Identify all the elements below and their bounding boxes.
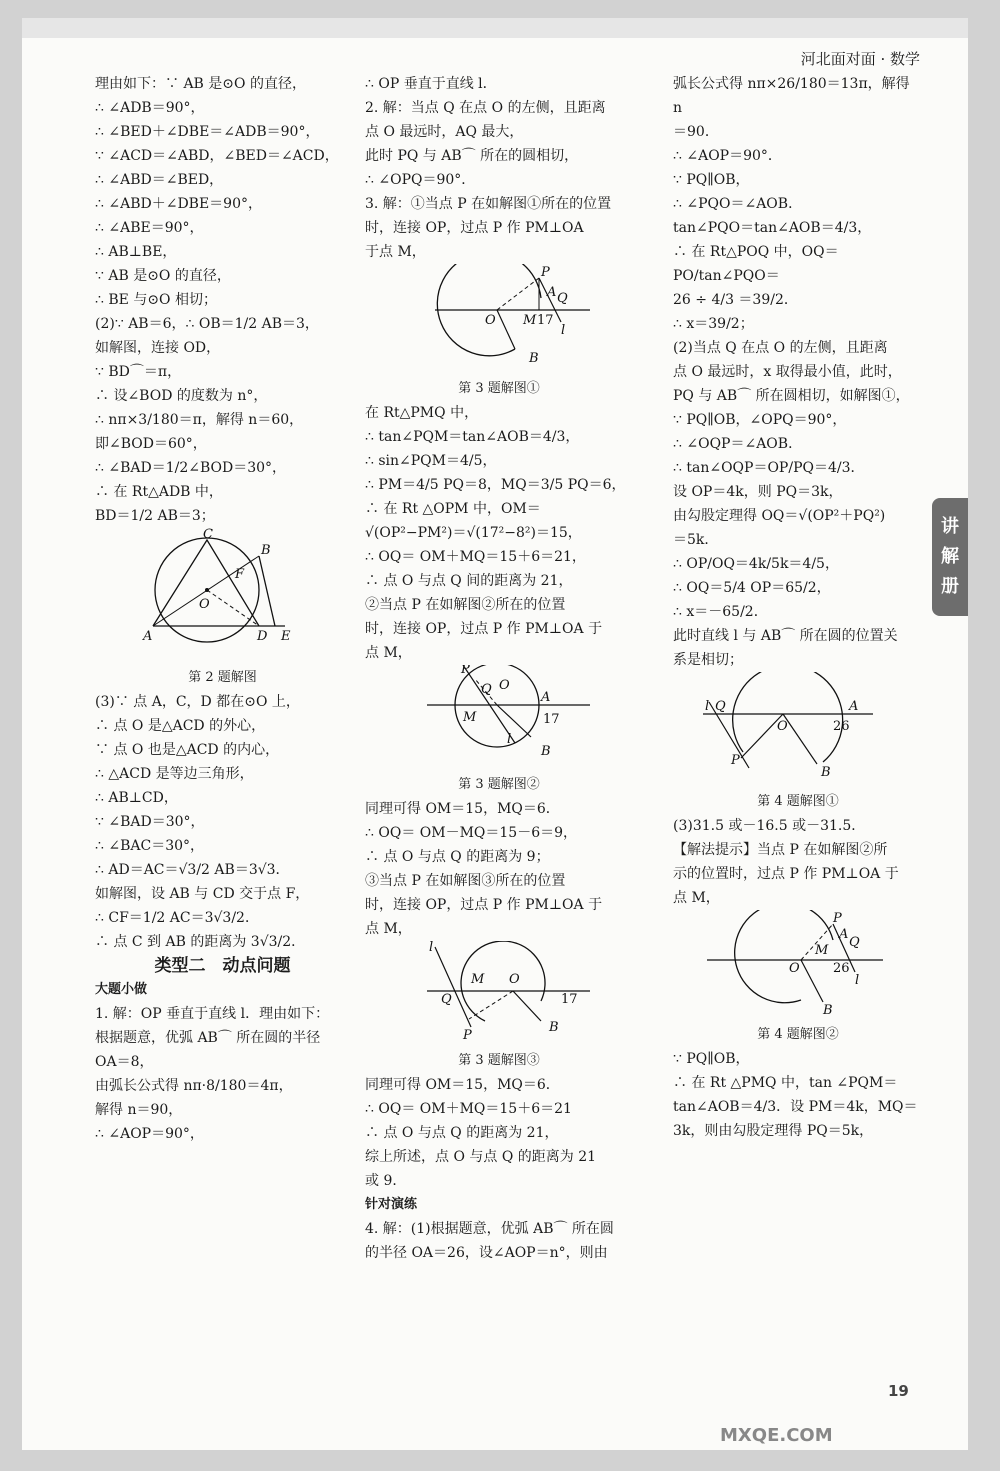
text-line: ∴ ∠PQO＝∠AOB． xyxy=(673,196,803,212)
svg-text:B: B xyxy=(541,744,551,759)
side-tab-char: 解 xyxy=(941,546,959,567)
text-line: ∴ OQ＝ OM＋MQ＝15＋6＝21， xyxy=(365,549,586,565)
svg-text:l: l xyxy=(855,973,860,988)
svg-text:l: l xyxy=(561,323,566,338)
fig-problem2 xyxy=(95,528,350,658)
col3-block-c xyxy=(673,1047,923,1143)
text-line: ∴ OP 垂直于直线 l． xyxy=(365,76,497,92)
text-line: 点 O 最远时，x 取得最小值，此时， xyxy=(673,364,902,380)
fig-problem4-1 xyxy=(673,672,923,782)
svg-text:B: B xyxy=(821,765,831,780)
svg-text:M: M xyxy=(815,943,829,958)
col3-block-a xyxy=(673,72,923,672)
text-line: ∴ ∠BAD＝1/2∠BOD＝30°， xyxy=(95,460,287,476)
svg-text:Q: Q xyxy=(441,992,452,1007)
text-line: 3. 解：①当点 P 在如解图①所在的位置 xyxy=(365,196,612,212)
text-line: 由勾股定理得 OQ＝√(OP²＋PQ²) xyxy=(673,508,886,524)
text-line: 点 O 最远时，AQ 最大， xyxy=(365,124,524,140)
text-line: ＝5k． xyxy=(673,532,719,548)
svg-text:Q: Q xyxy=(557,291,568,306)
text-line: ∴ tan∠OQP＝OP/PQ＝4/3． xyxy=(673,460,865,476)
col1-block-b xyxy=(95,690,350,954)
text-line: 时，连接 OP，过点 P 作 PM⊥OA 于 xyxy=(365,897,603,913)
text-line: 2. 解：当点 Q 在点 O 的左侧，且距离 xyxy=(365,100,606,116)
text-line: tan∠PQO＝tan∠AOB＝4/3， xyxy=(673,220,872,236)
text-line: 设 OP＝4k，则 PQ＝3k， xyxy=(673,484,843,500)
svg-text:O: O xyxy=(777,719,788,734)
text-line: ∴ CF＝1/2 AC＝3√3/2． xyxy=(95,910,259,926)
text-line: 4. 解：(1)根据题意，优弧 AB⌒ 所在圆 xyxy=(365,1221,614,1237)
text-line: 即∠BOD＝60°， xyxy=(95,436,207,452)
text-line: ∴ 设∠BOD 的度数为 n°， xyxy=(95,388,268,404)
svg-text:26: 26 xyxy=(833,719,850,734)
text-line: 1. 解：OP 垂直于直线 l．理由如下： xyxy=(95,1006,330,1022)
side-tab xyxy=(932,498,968,616)
svg-text:A: A xyxy=(839,927,849,942)
svg-text:P: P xyxy=(731,753,740,768)
text-line: ∵ ∠BAD＝30°， xyxy=(95,814,205,830)
text-line: ∵ BD⌒＝π， xyxy=(95,364,182,380)
text-line: ∴ OQ＝ OM＋MQ＝15＋6＝21 xyxy=(365,1101,572,1117)
text-line: ∴ ∠ABD＝∠BED， xyxy=(95,172,224,188)
svg-text:A: A xyxy=(849,699,859,714)
svg-text:M: M xyxy=(463,710,477,725)
text-line: (3)31.5 或－16.5 或－31.5． xyxy=(673,818,866,834)
text-line: ∴ ∠OQP＝∠AOB． xyxy=(673,436,803,452)
fig-problem3-1 xyxy=(365,264,633,369)
text-line: ∴ OQ＝ OM－MQ＝15－6＝9， xyxy=(365,825,578,841)
svg-text:O: O xyxy=(789,961,800,976)
col2-block-e xyxy=(365,1217,633,1265)
text-line: ∴ 点 O 是△ACD 的外心， xyxy=(95,718,266,734)
svg-text:l: l xyxy=(705,699,710,714)
text-line: ∴ 点 O 与点 Q 间的距离为 21， xyxy=(365,573,573,589)
text-line: ∵ PQ∥OB，∠OPQ＝90°， xyxy=(673,412,847,428)
column-2 xyxy=(365,72,633,1265)
svg-text:M: M xyxy=(523,313,537,328)
running-header: 河北面对面 · 数学 xyxy=(800,50,920,68)
fig-caption: 第 4 题解图① xyxy=(757,794,839,809)
col1-block-a xyxy=(95,72,350,528)
fig-caption: 第 3 题解图③ xyxy=(458,1053,540,1068)
text-line: ∴ 点 C 到 AB 的距离为 3√3/2． xyxy=(95,934,306,950)
text-line: ∴ nπ×3/180＝π，解得 n＝60， xyxy=(95,412,304,428)
text-line: 理由如下：∵ AB 是⊙O 的直径， xyxy=(95,76,306,92)
page-number: 19 xyxy=(888,1382,909,1400)
column-1 xyxy=(95,72,350,1146)
col2-block-c xyxy=(365,797,633,941)
watermark: MXQE.COM xyxy=(720,1425,833,1446)
section-title: 类型二 动点问题 xyxy=(154,956,291,976)
side-tab-char: 讲 xyxy=(941,516,959,537)
svg-text:P: P xyxy=(461,665,470,677)
top-border xyxy=(22,18,968,38)
text-line: 3k，则由勾股定理得 PQ＝5k， xyxy=(673,1123,874,1139)
text-line: 根据题意，优弧 AB⌒ 所在圆的半径 xyxy=(95,1030,321,1046)
text-line: 【解法提示】当点 P 在如解图②所 xyxy=(673,842,888,858)
svg-text:l: l xyxy=(507,732,512,747)
svg-text:A: A xyxy=(143,629,153,644)
text-line: ∴ ∠BED＋∠DBE＝∠ADB＝90°， xyxy=(95,124,320,140)
text-line: 如解图，设 AB 与 CD 交于点 F， xyxy=(95,886,310,902)
column-3 xyxy=(673,72,923,1143)
col3-block-b xyxy=(673,814,923,910)
text-line: ∴ ∠BAC＝30°， xyxy=(95,838,205,854)
text-line: ∵ PQ∥OB， xyxy=(673,172,750,188)
text-line: 综上所述，点 O 与点 Q 的距离为 21 xyxy=(365,1149,597,1165)
text-line: ∵ 点 O 也是△ACD 的内心， xyxy=(95,742,280,758)
text-line: 解得 n＝90， xyxy=(95,1102,183,1118)
text-line: 此时 PQ 与 AB⌒ 所在的圆相切， xyxy=(365,148,579,164)
svg-text:17: 17 xyxy=(537,313,554,328)
fig-caption: 第 3 题解图② xyxy=(458,777,540,792)
svg-text:26: 26 xyxy=(833,961,850,976)
text-line: 示的位置时，过点 P 作 PM⊥OA 于 xyxy=(673,866,899,882)
text-line: ∴ 点 O 与点 Q 的距离为 9； xyxy=(365,849,550,865)
text-line: ∴ x＝－65/2． xyxy=(673,604,768,620)
fig-problem4-2 xyxy=(673,910,923,1015)
side-tab-char: 册 xyxy=(941,576,959,597)
svg-text:B: B xyxy=(529,351,539,366)
subsection-title: 大题小做 xyxy=(95,982,148,997)
svg-text:P: P xyxy=(463,1028,472,1041)
text-line: √(OP²−PM²)＝√(17²−8²)＝15， xyxy=(365,525,582,541)
text-line: ∴ ∠AOP＝90°． xyxy=(673,148,782,164)
text-line: 时，连接 OP，过点 P 作 PM⊥OA xyxy=(365,220,584,236)
text-line: 同理可得 OM＝15，MQ＝6． xyxy=(365,801,560,817)
svg-text:O: O xyxy=(199,597,210,612)
text-line: 26 ÷ 4/3 ＝39/2． xyxy=(673,292,798,308)
text-line: ∴ x＝39/2； xyxy=(673,316,754,332)
text-line: 于点 M， xyxy=(365,244,426,260)
text-line: ∴ AB⊥BE， xyxy=(95,244,177,260)
text-line: 点 M， xyxy=(365,921,412,937)
col1-block-c xyxy=(95,1002,350,1146)
svg-text:17: 17 xyxy=(543,712,560,727)
svg-text:E: E xyxy=(281,629,291,644)
text-line: ∴ PM＝4/5 PQ＝8，MQ＝3/5 PQ＝6， xyxy=(365,477,626,493)
svg-text:B: B xyxy=(823,1003,833,1015)
text-line: 系是相切； xyxy=(673,652,743,668)
svg-text:A: A xyxy=(547,285,557,300)
text-line: ∴ tan∠PQM＝tan∠AOB＝4/3， xyxy=(365,429,580,445)
text-line: ③当点 P 在如解图③所在的位置 xyxy=(365,873,566,889)
svg-text:P: P xyxy=(541,265,550,280)
text-line: ∴ BE 与⊙O 相切； xyxy=(95,292,217,308)
text-line: 如解图，连接 OD， xyxy=(95,340,221,356)
text-line: 或 9． xyxy=(365,1173,407,1189)
text-line: tan∠AOB＝4/3．设 PM＝4k，MQ＝ xyxy=(673,1099,918,1115)
text-line: 点 M， xyxy=(673,890,720,906)
fig-caption: 第 4 题解图② xyxy=(757,1027,839,1042)
text-line: 的半径 OA＝26，设∠AOP＝n°，则由 xyxy=(365,1245,608,1261)
fig-caption: 第 3 题解图① xyxy=(458,381,540,396)
svg-text:P: P xyxy=(833,911,842,926)
svg-text:D: D xyxy=(257,629,268,644)
svg-text:B: B xyxy=(549,1020,559,1035)
text-line: ∵ PQ∥OB， xyxy=(673,1051,750,1067)
fig-problem3-3 xyxy=(365,941,633,1041)
svg-text:O: O xyxy=(499,678,510,693)
svg-text:17: 17 xyxy=(561,992,578,1007)
svg-text:l: l xyxy=(429,941,434,955)
svg-text:C: C xyxy=(203,528,213,542)
text-line: ∴ 在 Rt △PMQ 中，tan ∠PQM＝ xyxy=(673,1075,898,1091)
text-line: 点 M， xyxy=(365,645,412,661)
text-line: (3)∵ 点 A，C，D 都在⊙O 上， xyxy=(95,694,300,710)
col2-block-d xyxy=(365,1073,633,1193)
text-line: 此时直线 l 与 AB⌒ 所在圆的位置关 xyxy=(673,628,898,644)
fig-caption: 第 2 题解图 xyxy=(188,670,257,685)
text-line: ∴ ∠ADB＝90°， xyxy=(95,100,205,116)
svg-text:F: F xyxy=(235,567,245,582)
text-line: 弧长公式得 nπ×26/180＝13π，解得 n xyxy=(673,76,915,116)
text-line: 同理可得 OM＝15，MQ＝6． xyxy=(365,1077,560,1093)
text-line: OA＝8， xyxy=(95,1054,154,1070)
text-line: ∴ ∠OPQ＝90°． xyxy=(365,172,476,188)
text-line: ∴ sin∠PQM＝4/5， xyxy=(365,453,497,469)
svg-text:Q: Q xyxy=(481,682,492,697)
text-line: 由弧长公式得 nπ·8/180＝4π， xyxy=(95,1078,293,1094)
text-line: ∴ AD＝AC＝√3/2 AB＝3√3． xyxy=(95,862,290,878)
text-line: BD＝1/2 AB＝3； xyxy=(95,508,215,524)
text-line: PQ 与 AB⌒ 所在圆相切，如解图①， xyxy=(673,388,910,404)
text-line: ∴ OQ＝5/4 OP＝65/2， xyxy=(673,580,831,596)
svg-text:O: O xyxy=(485,313,496,328)
text-line: ∴ ∠AOP＝90°， xyxy=(95,1126,204,1142)
fig-problem3-2 xyxy=(365,665,633,765)
text-line: ∴ OP/OQ＝4k/5k＝4/5， xyxy=(673,556,839,572)
text-line: ∴ AB⊥CD， xyxy=(95,790,178,806)
text-line: ②当点 P 在如解图②所在的位置 xyxy=(365,597,566,613)
col2-block-b xyxy=(365,401,633,665)
svg-text:A: A xyxy=(541,690,551,705)
text-line: ∵ ∠ACD＝∠ABD，∠BED＝∠ACD， xyxy=(95,148,339,164)
text-line: ∴ ∠ABE＝90°， xyxy=(95,220,204,236)
svg-text:Q: Q xyxy=(715,699,726,714)
text-line: ∴ 在 Rt △OPM 中，OM＝ xyxy=(365,501,541,517)
svg-text:O: O xyxy=(509,972,520,987)
text-line: 时，连接 OP，过点 P 作 PM⊥OA 于 xyxy=(365,621,603,637)
text-line: (2)∵ AB＝6，∴ OB＝1/2 AB＝3， xyxy=(95,316,319,332)
svg-text:B: B xyxy=(261,543,271,558)
text-line: ∴ ∠ABD＋∠DBE＝90°， xyxy=(95,196,262,212)
svg-text:M: M xyxy=(471,972,485,987)
text-line: ∵ AB 是⊙O 的直径， xyxy=(95,268,231,284)
text-line: ＝90． xyxy=(673,124,719,140)
subsection-title: 针对演练 xyxy=(365,1197,418,1212)
col2-block-a xyxy=(365,72,633,264)
svg-text:Q: Q xyxy=(849,935,860,950)
text-line: ∴ △ACD 是等边三角形， xyxy=(95,766,254,782)
text-line: ∴ 在 Rt△ADB 中， xyxy=(95,484,223,500)
text-line: 在 Rt△PMQ 中， xyxy=(365,405,479,421)
text-line: ∴ 点 O 与点 Q 的距离为 21， xyxy=(365,1125,559,1141)
text-line: (2)当点 Q 在点 O 的左侧，且距离 xyxy=(673,340,888,356)
text-line: ∴ 在 Rt△POQ 中，OQ＝PO/tan∠PQO＝ xyxy=(673,244,839,284)
